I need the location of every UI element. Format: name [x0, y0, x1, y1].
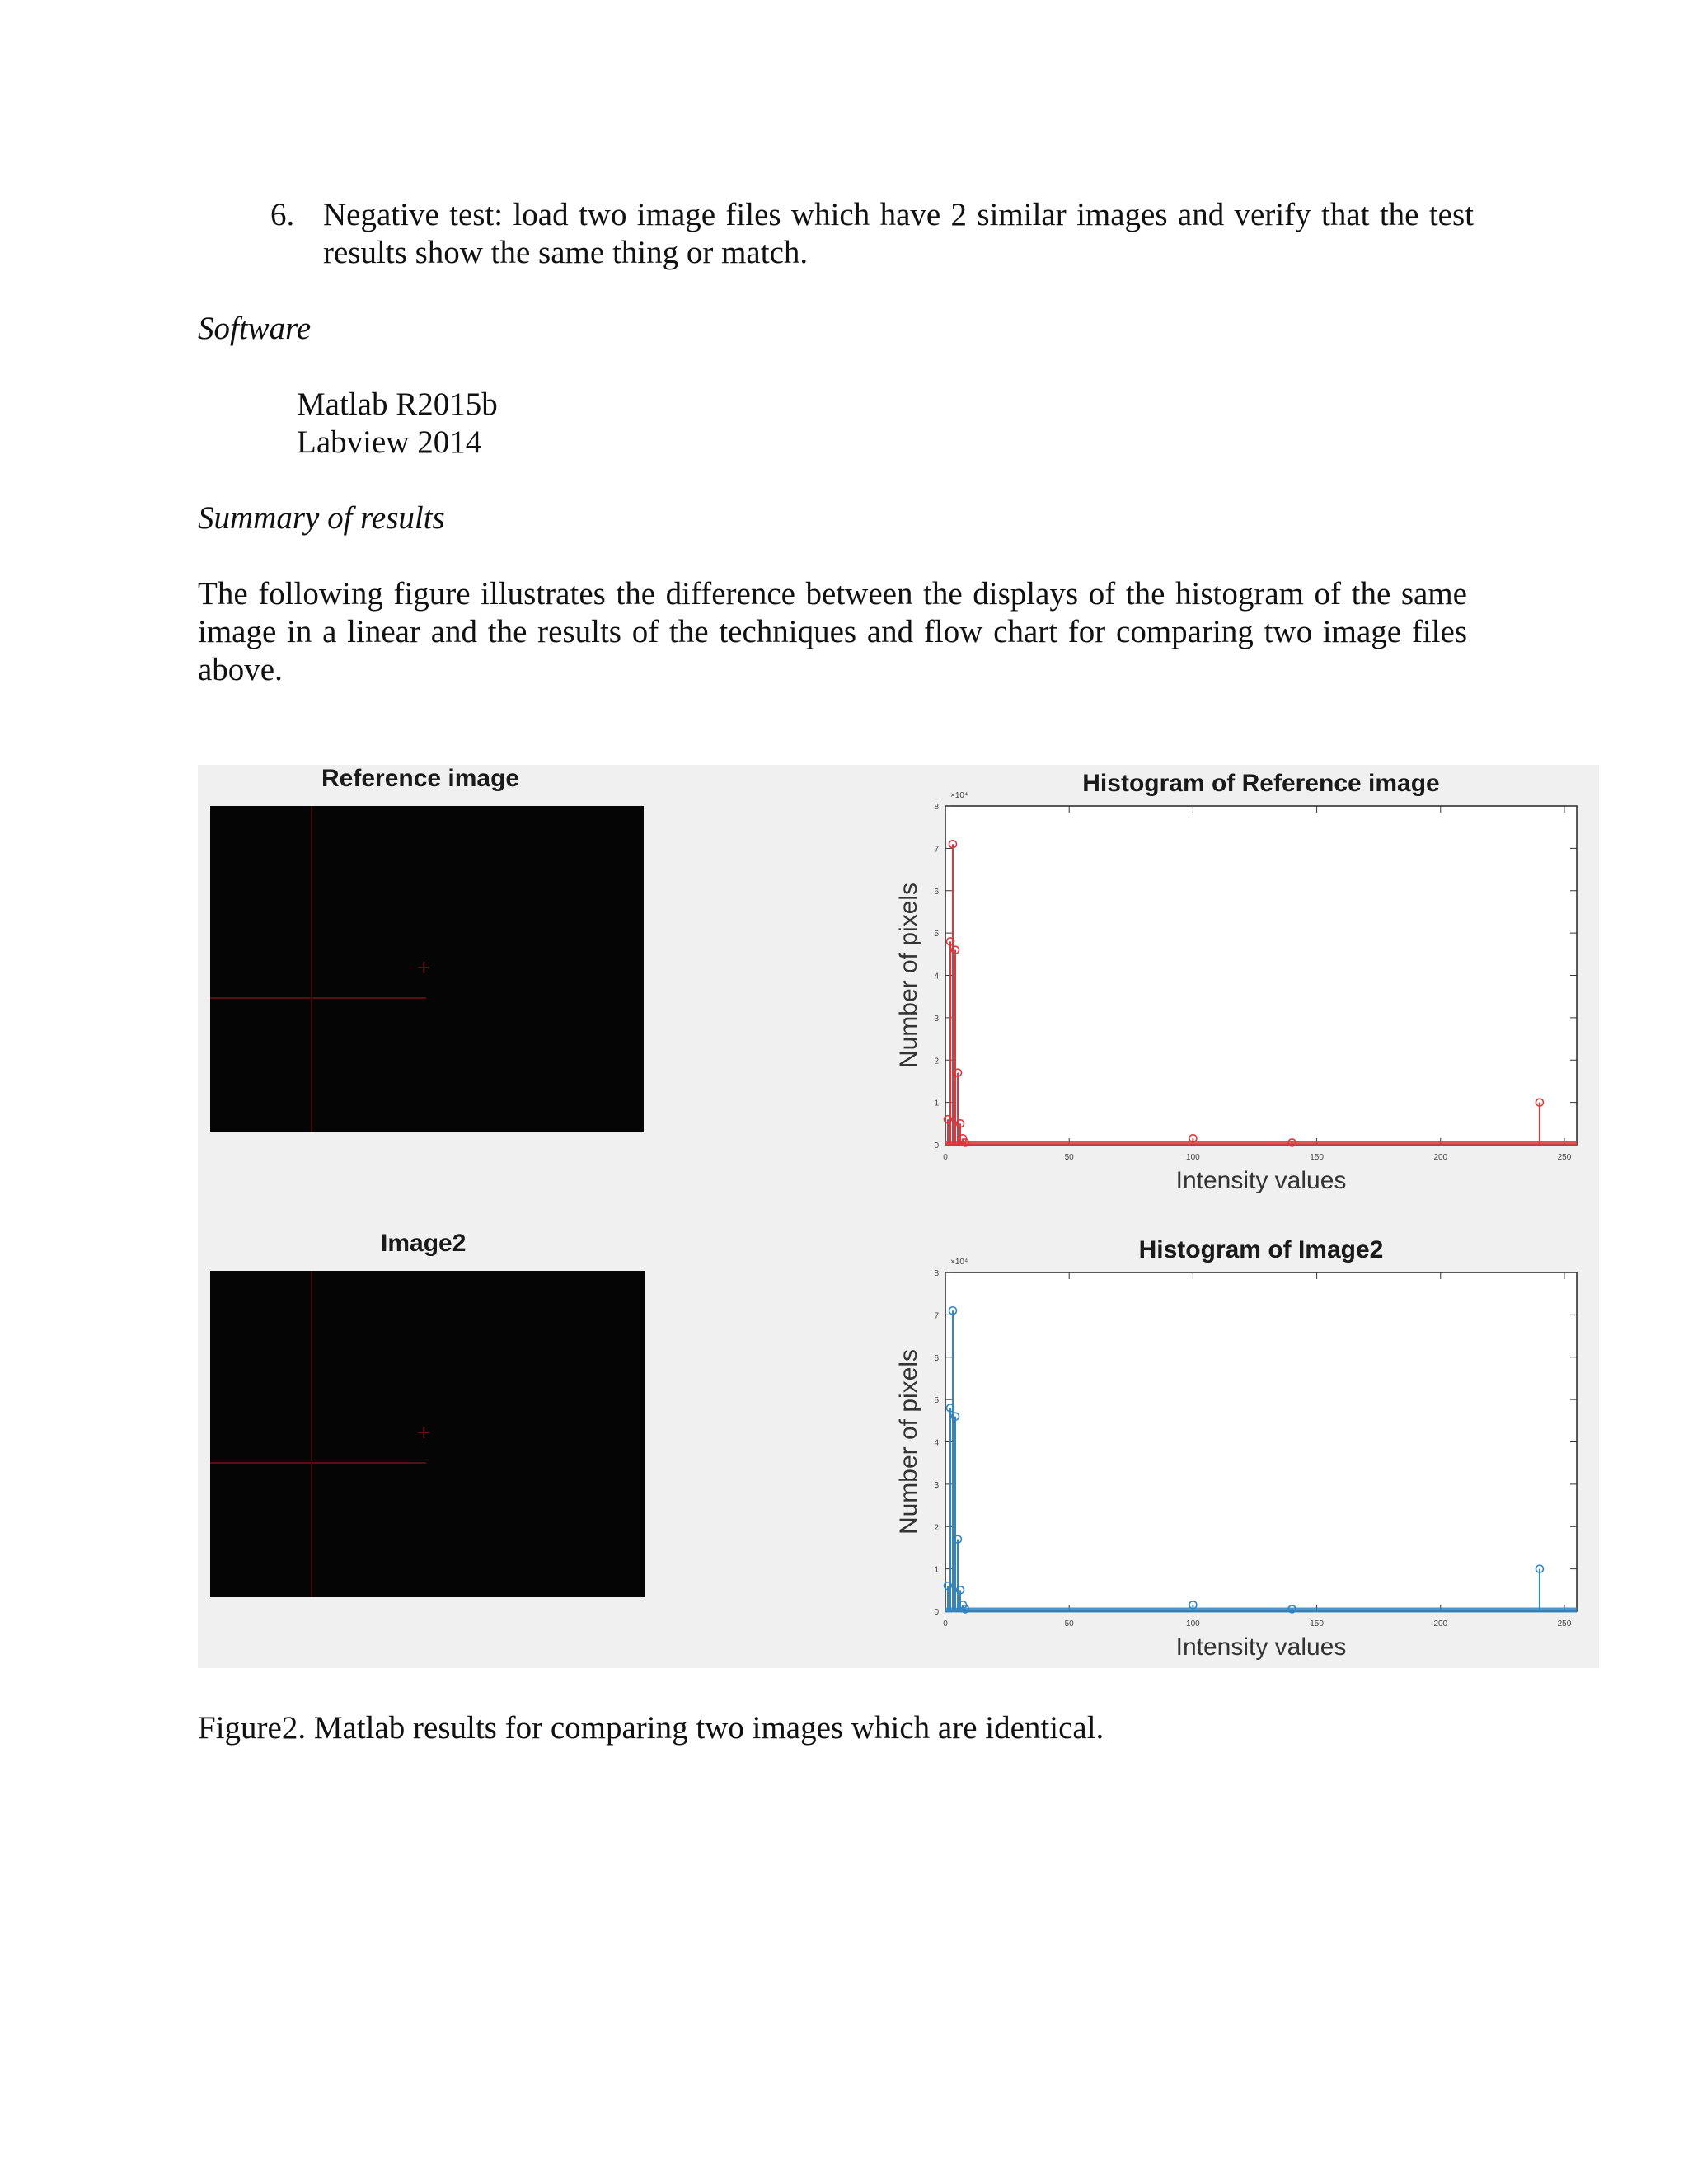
figure-caption: Figure2. Matlab results for comparing two images which are identical.: [198, 1710, 1104, 1746]
summary-heading: Summary of results: [198, 500, 445, 536]
x-tick-label: 0: [943, 1153, 948, 1162]
y-tick-label: 4: [934, 1438, 939, 1448]
x-axis-label: Intensity values: [1175, 1633, 1347, 1661]
y-tick-label: 3: [934, 1014, 939, 1024]
y-axis-label: Number of pixels: [895, 1348, 922, 1535]
y-tick-label: 8: [934, 1269, 939, 1278]
y-tick-label: 5: [934, 930, 939, 940]
chart-title: Histogram of Image2: [1138, 1236, 1384, 1263]
chart-title: Histogram of Reference image: [1082, 770, 1440, 797]
x-tick-label: 150: [1310, 1619, 1324, 1629]
histogram-image2: [198, 1231, 1599, 1668]
crosshair-mark: +: [416, 1422, 432, 1443]
x-tick-label: 250: [1557, 1619, 1572, 1629]
histogram-reference-image: [198, 765, 1599, 1216]
x-tick-label: 100: [1186, 1153, 1200, 1162]
y-tick-label: 0: [934, 1608, 939, 1617]
y-tick-label: 3: [934, 1480, 939, 1490]
y-tick-label: 2: [934, 1523, 939, 1533]
y-tick-label: 1: [934, 1099, 939, 1108]
summary-paragraph: The following figure illustrates the difference between the displays of the histogram of the same image in a linear and the results of the techniques and flow chart for comparing two image files above.: [198, 576, 1467, 687]
x-tick-label: 200: [1433, 1619, 1448, 1629]
x-tick-label: 50: [1064, 1153, 1074, 1162]
software-heading: Software: [198, 311, 312, 346]
y-tick-label: 0: [934, 1141, 939, 1151]
list-item-text: Negative test: load two image files which have 2 similar images and verify that the test results show the same thing or match.: [323, 197, 1474, 270]
x-tick-label: 50: [1064, 1619, 1074, 1629]
reference-image-title: Reference image: [321, 765, 520, 792]
y-tick-label: 8: [934, 803, 939, 812]
y-tick-label: 6: [934, 887, 939, 897]
x-tick-label: 100: [1186, 1619, 1200, 1629]
y-exponent-label: ×10⁴: [950, 791, 968, 800]
x-tick-label: 200: [1433, 1153, 1448, 1162]
x-tick-label: 0: [943, 1619, 948, 1629]
image2-title: Image2: [381, 1230, 467, 1257]
software-item-labview: Labview 2014: [297, 424, 482, 460]
y-tick-label: 5: [934, 1396, 939, 1406]
crosshair-mark: +: [416, 958, 432, 978]
y-axis-label: Number of pixels: [895, 882, 922, 1069]
x-axis-label: Intensity values: [1175, 1167, 1347, 1194]
x-tick-label: 150: [1310, 1153, 1324, 1162]
x-tick-label: 250: [1557, 1153, 1572, 1162]
software-list: [297, 386, 498, 462]
list-item-number: 6.: [270, 197, 295, 232]
y-tick-label: 2: [934, 1057, 939, 1066]
y-tick-label: 1: [934, 1565, 939, 1575]
y-tick-label: 7: [934, 845, 939, 855]
plot-area: [945, 1272, 1577, 1611]
software-item-matlab: Matlab R2015b: [297, 387, 498, 422]
y-tick-label: 4: [934, 972, 939, 982]
y-tick-label: 7: [934, 1311, 939, 1321]
figure-matlab-results: [198, 765, 1599, 1668]
plot-area: [945, 806, 1577, 1145]
y-exponent-label: ×10⁴: [950, 1258, 968, 1267]
y-tick-label: 6: [934, 1353, 939, 1363]
